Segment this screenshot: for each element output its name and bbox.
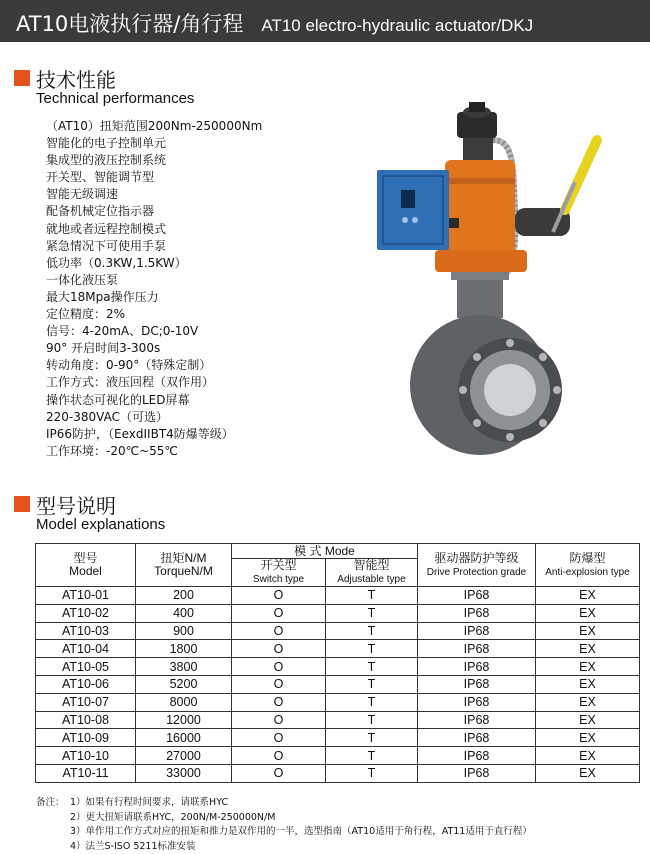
table-row [36,604,640,622]
cell-protection: IP68 [418,764,536,782]
spec-line: 智能无级调速 [46,187,119,202]
note-item [36,840,532,854]
header-torque-cn: 扭矩N/M [160,551,207,565]
cell-protection: IP68 [418,587,536,605]
cell-protection: IP68 [418,622,536,640]
cell-switch: O [232,604,326,622]
cell-torque: 12000 [136,711,232,729]
cell-protection: IP68 [418,658,536,676]
section-marker [14,70,30,86]
spec-line: （AT10）扭矩范围200Nm-250000Nm [46,119,263,133]
actuator-product-image [365,100,620,470]
spec-list [46,118,366,460]
table-row [36,622,640,640]
cell-switch: O [232,675,326,693]
cell-torque: 5200 [136,675,232,693]
table-row [36,587,640,605]
cell-model: AT10-08 [36,711,136,729]
header-switch-en: Switch type [252,574,305,585]
header-explosion-en: Anti-explosion type [545,566,630,578]
actuator-body-icon [445,160,515,255]
model-table [35,543,640,783]
cell-explosion: EX [536,693,640,711]
cell-switch: O [232,622,326,640]
header-protection [418,544,536,587]
spec-line: 开关型、智能调节型 [46,170,155,185]
header-explosion-cn: 防爆型 [569,550,606,565]
cell-protection: IP68 [418,729,536,747]
cell-switch: O [232,693,326,711]
page-header [0,0,650,42]
header-adjustable-cn: 智能型 [353,558,390,572]
cell-explosion: EX [536,675,640,693]
header-model [36,544,136,587]
cell-model: AT10-06 [36,675,136,693]
notes [36,796,532,854]
notes-label: 备注： [36,797,65,808]
cell-explosion: EX [536,764,640,782]
cell-protection: IP68 [418,747,536,765]
spec-line: 最大18Mpa操作压力 [46,289,159,304]
table-row [36,764,640,782]
cell-explosion: EX [536,711,640,729]
header-mode: 模 式 Mode [232,544,418,559]
cell-adjustable: T [326,587,418,605]
cell-torque: 33000 [136,764,232,782]
cell-explosion: EX [536,747,640,765]
header-torque [136,544,232,587]
cell-explosion: EX [536,604,640,622]
cell-adjustable: T [326,747,418,765]
table-row [36,675,640,693]
cell-protection: IP68 [418,640,536,658]
spec-line: 就地或者远程控制模式 [46,221,167,236]
spec-line: 定位精度：2% [46,307,126,322]
cell-model: AT10-03 [36,622,136,640]
model-section-title-cn: 型号说明 [36,494,116,518]
tech-section-title-cn: 技术性能 [36,68,116,92]
note-text: 4）法兰S-ISO 5211标准安装 [70,840,196,852]
cell-torque: 900 [136,622,232,640]
cell-protection: IP68 [418,693,536,711]
cell-model: AT10-11 [36,764,136,782]
cell-explosion: EX [536,729,640,747]
cell-model: AT10-02 [36,604,136,622]
model-table-body [36,587,640,783]
header-switch [232,559,326,587]
cell-explosion: EX [536,640,640,658]
cell-torque: 8000 [136,693,232,711]
cell-explosion: EX [536,587,640,605]
header-adjustable [326,559,418,587]
spec-line: 信号：4-20mA、DC;0-10V [46,324,199,339]
cell-explosion: EX [536,658,640,676]
spec-line: 90° 开启时间3-300s [46,341,161,356]
cell-switch: O [232,640,326,658]
cell-switch: O [232,658,326,676]
cell-model: AT10-04 [36,640,136,658]
tech-section-title-en: Technical performances [36,90,195,107]
header-model-cn: 型号 [73,551,98,565]
spec-line: 220-380VAC（可选） [46,409,168,424]
cell-torque: 3800 [136,658,232,676]
header-protection-cn: 驱动器防护等级 [434,550,519,565]
cell-adjustable: T [326,675,418,693]
table-row [36,711,640,729]
note-text: 2）更大扭矩请联系HYC，200N/M-250000N/M [70,811,276,823]
cell-adjustable: T [326,729,418,747]
header-title [16,8,533,38]
table-row [36,747,640,765]
cell-model: AT10-09 [36,729,136,747]
cell-switch: O [232,747,326,765]
header-explosion [536,544,640,587]
control-box-icon [377,170,449,250]
cell-model: AT10-10 [36,747,136,765]
table-row [36,658,640,676]
spec-line: 智能化的电子控制单元 [46,136,167,151]
note-item [36,811,532,826]
cell-model: AT10-07 [36,693,136,711]
cell-torque: 16000 [136,729,232,747]
header-switch-cn: 开关型 [260,558,297,572]
cell-protection: IP68 [418,675,536,693]
spec-line: 集成型的液压控制系统 [46,153,167,168]
cell-adjustable: T [326,640,418,658]
cell-explosion: EX [536,622,640,640]
header-model-en: Model [69,564,102,578]
header-protection-en: Drive Protection grade [426,566,527,578]
table-row [36,693,640,711]
cell-switch: O [232,587,326,605]
cell-torque: 200 [136,587,232,605]
cell-model: AT10-01 [36,587,136,605]
note-item [36,796,532,811]
spec-line: 工作方式：液压回程（双作用） [46,375,215,390]
spec-line: 一体化液压泵 [46,272,119,287]
pump-handle-icon [565,140,597,210]
header-torque-en: TorqueN/M [154,564,213,578]
cell-torque: 400 [136,604,232,622]
note-text: 3）单作用工作方式对应的扭矩和推力是双作用的一半，选型指南（AT10适用于角行程，AT11适用于直行程） [70,826,532,837]
spec-line: 操作状态可视化的LED屏幕 [46,392,190,407]
header-title-cn: AT10电液执行器/角行程 [16,12,244,36]
header-title-en: AT10 electro-hydraulic actuator/DKJ [261,16,534,35]
section-marker [14,496,30,512]
spec-line: 紧急情况下可使用手泵 [46,238,167,253]
table-row [36,640,640,658]
cell-adjustable: T [326,658,418,676]
cell-torque: 27000 [136,747,232,765]
spec-line: IP66防护，（EexdIIBT4防爆等级） [46,426,234,441]
spec-line: 配备机械定位指示器 [46,204,155,219]
cell-torque: 1800 [136,640,232,658]
model-section-title-en: Model explanations [36,516,166,533]
spec-line: 工作环境：-20℃~55℃ [46,443,178,458]
cell-protection: IP68 [418,604,536,622]
header-adjustable-en: Adjustable type [337,574,406,585]
cell-switch: O [232,764,326,782]
cell-switch: O [232,711,326,729]
cell-adjustable: T [326,622,418,640]
spec-line: 低功率（0.3KW,1.5KW） [46,255,187,270]
cell-adjustable: T [326,764,418,782]
cell-adjustable: T [326,711,418,729]
note-item [36,825,532,840]
note-text: 1）如果有行程时间要求，请联系HYC [70,797,229,808]
cell-adjustable: T [326,604,418,622]
table-row [36,729,640,747]
cell-adjustable: T [326,693,418,711]
cell-protection: IP68 [418,711,536,729]
cell-switch: O [232,729,326,747]
cell-model: AT10-05 [36,658,136,676]
spec-line: 转动角度：0-90°（特殊定制） [46,358,212,373]
